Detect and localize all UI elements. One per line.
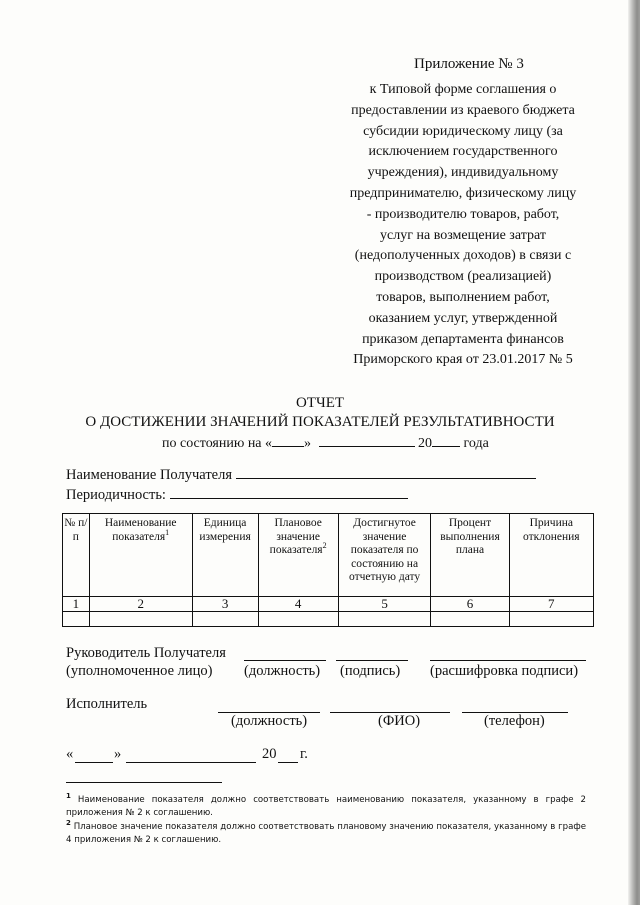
column-number: 5 <box>338 597 431 612</box>
recipient-label: Наименование Получателя <box>66 467 233 483</box>
appendix-line: (недополученных доходов) в связи с <box>354 248 572 264</box>
sign-date-open: « <box>66 746 74 762</box>
report-date-mid: » <box>304 436 312 451</box>
footnote-1: $^1$ Наименование показателя должно соответствовать наименованию показателя, указанному в графе 2 приложения № 2 к соглашению. <box>66 792 587 818</box>
scan-edge-shadow <box>628 0 640 905</box>
appendix-line: учреждения), индивидуальному <box>367 165 559 181</box>
appendix-line: субсидии юридическому лицу (за <box>363 123 563 139</box>
periodicity-field <box>66 484 408 504</box>
table-header-row <box>63 514 594 597</box>
appendix-line: предпринимателю, физическому лицу <box>349 185 577 201</box>
head-decoding-line[interactable] <box>430 660 586 661</box>
sign-month-blank[interactable] <box>126 762 256 763</box>
footnote-divider <box>66 782 222 783</box>
appendix-line: исключением государственного <box>368 144 558 160</box>
recipient-blank[interactable] <box>236 464 536 479</box>
executor-label: Исполнитель <box>66 696 148 712</box>
table-cell[interactable] <box>431 612 509 627</box>
sign-day-blank[interactable] <box>75 762 113 763</box>
header-unit: Единица измерения <box>192 514 258 597</box>
column-number: 6 <box>431 597 509 612</box>
appendix-line: к Типовой форме соглашения о <box>369 82 557 97</box>
sign-date-close: » <box>114 746 122 762</box>
appendix-text <box>334 80 592 371</box>
report-title: ОТЧЕТ <box>295 395 345 411</box>
executor-phone-label: (телефон) <box>484 713 545 729</box>
head-signature-line[interactable] <box>336 660 408 661</box>
column-number: 7 <box>509 597 593 612</box>
header-percent-done: Процент выполнения плана <box>431 514 509 597</box>
table-cell[interactable] <box>338 612 431 627</box>
appendix-line: приказом департамента финансов <box>362 331 564 347</box>
authorized-label: (уполномоченное лицо) <box>66 663 213 679</box>
periodicity-label: Периодичность: <box>66 487 166 503</box>
recipient-field <box>66 464 536 484</box>
appendix-line: Приморского края от 23.01.2017 № 5 <box>353 352 573 368</box>
appendix-line: оказанием услуг, утвержденной <box>368 310 558 326</box>
column-number: 2 <box>89 597 192 612</box>
header-number: № п/п <box>63 514 90 597</box>
column-number: 4 <box>258 597 338 612</box>
executor-name-label: (ФИО) <box>378 713 421 729</box>
table-cell[interactable] <box>63 612 90 627</box>
report-day-blank[interactable] <box>272 433 304 447</box>
report-date-prefix: по состоянию на « <box>162 436 273 451</box>
appendix-line: - производителю товаров, работ, <box>366 206 560 222</box>
table-cell[interactable] <box>258 612 338 627</box>
table-cell[interactable] <box>89 612 192 627</box>
head-position-line[interactable] <box>244 660 326 661</box>
executor-position-label: (должность) <box>231 713 308 729</box>
decoding-label: (расшифровка подписи) <box>430 663 579 679</box>
report-date-year: 20 <box>418 436 433 451</box>
column-number: 3 <box>192 597 258 612</box>
appendix-line: услуг на возмещение затрат <box>380 227 546 243</box>
sign-year-blank[interactable] <box>278 762 298 763</box>
report-year-blank[interactable] <box>432 433 460 447</box>
table-cell[interactable] <box>509 612 593 627</box>
indicators-table <box>62 513 594 627</box>
column-number: 1 <box>63 597 90 612</box>
report-month-blank[interactable] <box>319 433 415 447</box>
table-number-row <box>63 597 594 612</box>
head-label: Руководитель Получателя <box>66 645 226 661</box>
sign-date-year: 20 <box>262 746 277 762</box>
position-label: (должность) <box>244 663 321 679</box>
header-deviation-reason: Причина отклонения <box>509 514 593 597</box>
report-date-line <box>162 433 489 452</box>
appendix-title: Приложение № 3 <box>414 56 524 72</box>
header-indicator-name: Наименование показателя$^1$ <box>89 514 192 597</box>
signature-label: (подпись) <box>340 663 401 679</box>
header-achieved-value: Достигнутое значение показателя по состоянию на отчетную дату <box>338 514 431 597</box>
report-subtitle: О ДОСТИЖЕНИИ ЗНАЧЕНИЙ ПОКАЗАТЕЛЕЙ РЕЗУЛЬТАТИВНОСТИ <box>85 414 555 430</box>
appendix-line: предоставлении из краевого бюджета <box>351 102 575 118</box>
report-date-suffix: года <box>463 436 489 451</box>
footnote-2: $^2$ Плановое значение показателя должно соответствовать плановому значению показателя, указанному в графе 4 приложения № 2 к соглашению. <box>66 819 587 845</box>
appendix-line: производством (реализацией) <box>374 269 552 285</box>
periodicity-blank[interactable] <box>170 484 408 499</box>
sign-date-suffix: г. <box>300 746 308 762</box>
table-row <box>63 612 594 627</box>
header-planned-value: Плановое значение показателя$^2$ <box>258 514 338 597</box>
appendix-line: товаров, выполнением работ, <box>376 289 550 305</box>
table-cell[interactable] <box>192 612 258 627</box>
